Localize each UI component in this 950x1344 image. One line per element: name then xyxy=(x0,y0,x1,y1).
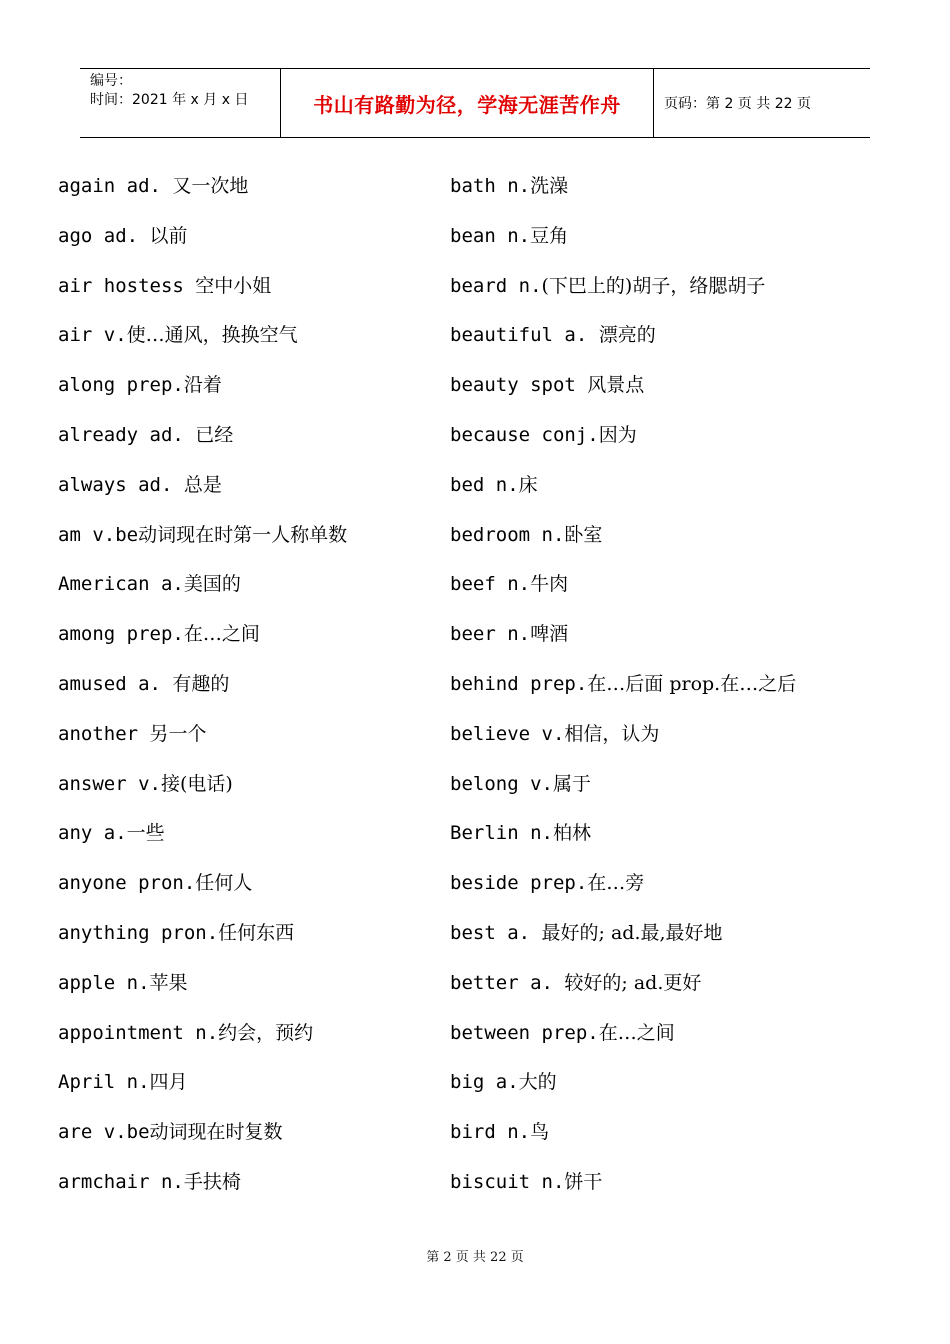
vocabulary-entry xyxy=(58,517,438,567)
entry-word: anything pron. xyxy=(58,921,219,944)
entry-meaning: 另一个 xyxy=(149,722,207,745)
entry-word: bird n. xyxy=(450,1121,531,1144)
entry-word: are v.be xyxy=(58,1121,150,1144)
entry-word: belong v. xyxy=(450,772,553,795)
header-table xyxy=(80,68,870,138)
vocabulary-entry xyxy=(58,1015,438,1065)
entry-meaning: 风景点 xyxy=(587,374,645,397)
entry-meaning: 又一次地 xyxy=(172,175,249,197)
vocabulary-entry xyxy=(58,168,438,218)
entry-meaning: 任何人 xyxy=(195,872,253,895)
entry-meaning: 动词现在时第一人称单数 xyxy=(138,523,348,546)
entry-word: among prep. xyxy=(58,623,184,646)
entry-meaning: 美国的 xyxy=(183,573,241,596)
entry-meaning: 较好的; ad.更好 xyxy=(564,971,702,994)
document-date: 时间：2021 年 x 月 x 日 xyxy=(90,92,249,108)
vocabulary-entry xyxy=(450,965,930,1015)
entry-meaning: 在…之间 xyxy=(183,623,260,646)
vocabulary-entry xyxy=(58,218,438,268)
entry-meaning: 最好的; ad.最,最好地 xyxy=(541,921,723,944)
entry-word: Berlin n. xyxy=(450,822,553,845)
entry-meaning: 床 xyxy=(518,473,538,496)
vocabulary-entry xyxy=(450,367,930,417)
entry-word: behind prep. xyxy=(450,672,588,695)
entry-meaning: 牛肉 xyxy=(530,573,569,596)
entry-meaning: 以前 xyxy=(149,224,188,247)
entry-word: because conj. xyxy=(450,423,599,446)
vocabulary-entry xyxy=(450,566,930,616)
entry-word: air hostess xyxy=(58,274,196,297)
entry-word: better a. xyxy=(450,971,565,994)
entry-meaning: 属于 xyxy=(552,772,591,795)
entry-word: air v. xyxy=(58,324,127,347)
vocabulary-entry xyxy=(450,865,930,915)
vocabulary-entry xyxy=(58,367,438,417)
entry-word: amused a. xyxy=(58,672,173,695)
vocabulary-entry xyxy=(58,766,438,816)
vocabulary-column-right xyxy=(450,168,930,1214)
entry-word: beauty spot xyxy=(450,374,588,397)
vocabulary-entry xyxy=(58,268,438,318)
vocabulary-entry xyxy=(450,1114,930,1164)
entry-word: another xyxy=(58,722,150,745)
entry-meaning: 柏林 xyxy=(552,822,591,845)
entry-word: apple n. xyxy=(58,971,150,994)
vocabulary-entry xyxy=(450,1164,930,1214)
entry-meaning: 漂亮的 xyxy=(598,324,656,347)
vocabulary-entry xyxy=(58,417,438,467)
entry-meaning: 苹果 xyxy=(149,971,188,994)
entry-word: American a. xyxy=(58,573,184,596)
vocabulary-entry xyxy=(450,1064,930,1114)
page-footer: 第 2 页 共 22 页 xyxy=(426,1250,524,1265)
vocabulary-entry xyxy=(450,915,930,965)
vocabulary-column-left xyxy=(58,168,438,1214)
entry-word: beside prep. xyxy=(450,872,588,895)
vocabulary-entry xyxy=(58,965,438,1015)
vocabulary-entry xyxy=(58,317,438,367)
vocabulary-entry xyxy=(58,915,438,965)
entry-meaning: 鸟 xyxy=(530,1121,550,1144)
entry-word: beautiful a. xyxy=(450,324,599,347)
entry-word: beer n. xyxy=(450,623,531,646)
vocabulary-entry xyxy=(450,317,930,367)
entry-word: beef n. xyxy=(450,573,531,596)
vocabulary-entry xyxy=(450,467,930,517)
entry-word: bedroom n. xyxy=(450,523,565,546)
entry-meaning: (下巴上的)胡子，络腮胡子 xyxy=(541,274,766,297)
vocabulary-entry xyxy=(58,815,438,865)
entry-word: anyone pron. xyxy=(58,872,196,895)
vocabulary-entry xyxy=(450,268,930,318)
vocabulary-entry xyxy=(450,218,930,268)
entry-meaning: 相信，认为 xyxy=(564,722,660,745)
entry-meaning: 总是 xyxy=(183,473,222,496)
entry-meaning: 约会，预约 xyxy=(218,1021,314,1044)
vocabulary-entry xyxy=(58,616,438,666)
entry-word: big a. xyxy=(450,1071,519,1094)
vocabulary-entry xyxy=(450,716,930,766)
vocabulary-entry xyxy=(58,1114,438,1164)
vocabulary-entry xyxy=(58,865,438,915)
entry-meaning: 有趣的 xyxy=(172,672,230,695)
entry-meaning: 动词现在时复数 xyxy=(149,1121,283,1144)
vocabulary-entry xyxy=(450,417,930,467)
entry-word: am v.be xyxy=(58,523,139,546)
vocabulary-entry xyxy=(58,566,438,616)
entry-word: any a. xyxy=(58,822,127,845)
entry-word: biscuit n. xyxy=(450,1170,565,1193)
entry-word: always ad. xyxy=(58,473,184,496)
entry-meaning: 沿着 xyxy=(183,374,222,397)
vocabulary-entry xyxy=(58,467,438,517)
entry-meaning: 在…旁 xyxy=(587,872,645,895)
entry-meaning: 空中小姐 xyxy=(195,274,272,297)
entry-meaning: 大的 xyxy=(518,1071,557,1094)
vocabulary-entry xyxy=(450,616,930,666)
document-id-label: 编号： xyxy=(90,73,132,89)
vocabulary-entry xyxy=(58,716,438,766)
entry-word: bath n. xyxy=(450,175,531,197)
entry-meaning: 豆角 xyxy=(530,224,569,247)
entry-meaning: 一些 xyxy=(126,822,165,845)
entry-meaning: 因为 xyxy=(598,423,637,446)
entry-meaning: 已经 xyxy=(195,423,234,446)
vocabulary-entry xyxy=(450,766,930,816)
entry-word: between prep. xyxy=(450,1021,599,1044)
entry-meaning: 洗澡 xyxy=(530,175,569,197)
entry-meaning: 啤酒 xyxy=(530,623,569,646)
vocabulary-entry xyxy=(58,1164,438,1214)
header-meta xyxy=(80,69,281,137)
vocabulary-entry xyxy=(450,517,930,567)
vocabulary-entry xyxy=(450,168,930,218)
entry-word: ago ad. xyxy=(58,224,150,247)
entry-word: along prep. xyxy=(58,374,184,397)
entry-meaning: 使…通风，换换空气 xyxy=(126,324,298,347)
entry-word: beard n. xyxy=(450,274,542,297)
entry-word: appointment n. xyxy=(58,1021,219,1044)
entry-word: best a. xyxy=(450,921,542,944)
entry-meaning: 四月 xyxy=(149,1071,188,1094)
entry-meaning: 接(电话) xyxy=(160,772,233,795)
vocabulary-entry xyxy=(450,666,930,716)
vocabulary-entry xyxy=(58,1064,438,1114)
entry-meaning: 在…之间 xyxy=(598,1021,675,1044)
entry-word: April n. xyxy=(58,1071,150,1094)
entry-meaning: 卧室 xyxy=(564,523,603,546)
vocabulary-entry xyxy=(450,815,930,865)
entry-meaning: 饼干 xyxy=(564,1170,603,1193)
entry-word: answer v. xyxy=(58,772,161,795)
entry-meaning: 手扶椅 xyxy=(183,1170,241,1193)
header-motto: 书山有路勤为径，学海无涯苦作舟 xyxy=(281,69,654,137)
entry-word: believe v. xyxy=(450,722,565,745)
vocabulary-entry xyxy=(450,1015,930,1065)
entry-word: already ad. xyxy=(58,423,196,446)
entry-meaning: 任何东西 xyxy=(218,921,295,944)
entry-word: again ad. xyxy=(58,175,173,197)
entry-word: bean n. xyxy=(450,224,531,247)
entry-word: bed n. xyxy=(450,473,519,496)
vocabulary-entry xyxy=(58,666,438,716)
entry-meaning: 在…后面 prop.在…之后 xyxy=(587,672,797,695)
entry-word: armchair n. xyxy=(58,1170,184,1193)
header-page-info: 页码：第 2 页 共 22 页 xyxy=(664,96,811,112)
